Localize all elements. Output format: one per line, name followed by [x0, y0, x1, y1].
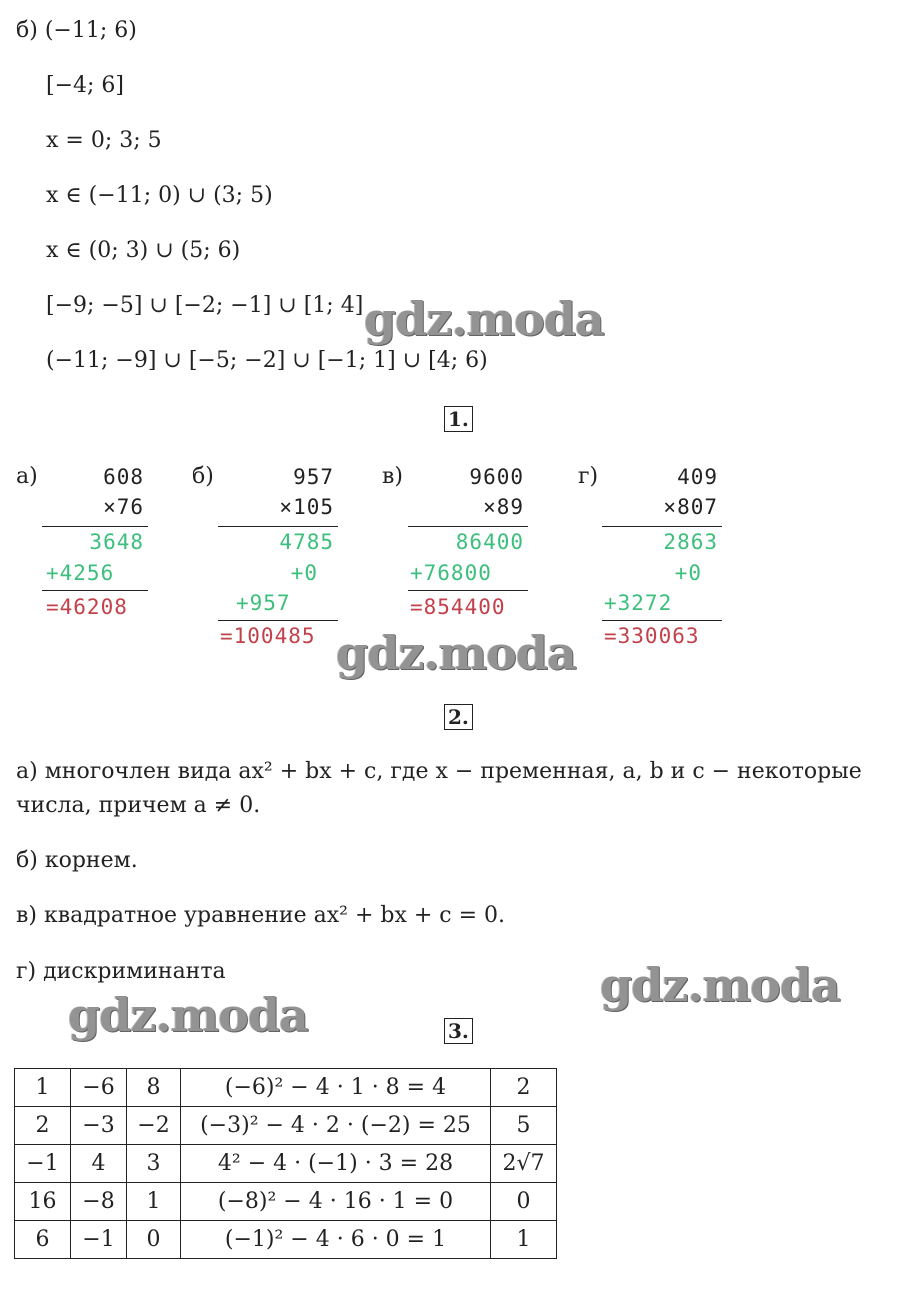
table-cell-root: 0 — [491, 1183, 557, 1221]
mult-v-partial-2: +76800 — [410, 561, 492, 585]
table-cell-b: −8 — [71, 1183, 127, 1221]
mult-v-rule-2 — [408, 590, 528, 591]
mult-a-partial-2: +4256 — [46, 561, 115, 585]
mult-v-label: в) — [382, 464, 403, 489]
section-label-3: 3. — [444, 1018, 473, 1044]
mult-g-rule-2 — [602, 620, 722, 621]
mult-b-result: =100485 — [220, 624, 316, 648]
mult-b-label: б) — [192, 464, 214, 489]
table-cell-discriminant: 4² − 4 · (−1) · 3 = 28 — [181, 1145, 491, 1183]
mult-g-result: =330063 — [604, 624, 700, 648]
mult-a-partial-1: 3648 — [89, 530, 144, 554]
section-label-1: 1. — [444, 406, 473, 432]
watermark: gdz.moda — [68, 988, 308, 1042]
table-row — [15, 1069, 557, 1107]
table-cell-c: 1 — [127, 1183, 181, 1221]
table-cell-root: 2√7 — [491, 1145, 557, 1183]
mult-v-rule — [408, 526, 528, 527]
table-cell-a: −1 — [15, 1145, 71, 1183]
mult-a-multiplier: ×76 — [103, 495, 144, 519]
mult-b-rule — [218, 526, 338, 527]
mult-a-rule-2 — [42, 590, 148, 591]
mult-a-label: а) — [16, 464, 38, 489]
mult-b-partial-2: +0 — [290, 561, 318, 585]
table-row — [15, 1183, 557, 1221]
table-row — [15, 1221, 557, 1259]
mult-b-partial-3: +957 — [236, 591, 291, 615]
table-cell-b: −6 — [71, 1069, 127, 1107]
mult-g-partial-1: 2863 — [663, 530, 718, 554]
part-b-line-1: б) (−11; 6) — [16, 18, 137, 43]
mult-g-label: г) — [578, 464, 599, 489]
table-cell-root: 2 — [491, 1069, 557, 1107]
mult-g-partial-3: +3272 — [604, 591, 673, 615]
table-cell-c: 0 — [127, 1221, 181, 1259]
part-b-line-6: [−9; −5] ∪ [−2; −1] ∪ [1; 4] — [46, 293, 364, 318]
table-cell-discriminant: (−1)² − 4 · 6 · 0 = 1 — [181, 1221, 491, 1259]
part-b-line-3: x = 0; 3; 5 — [46, 128, 162, 153]
mult-v-partial-1: 86400 — [455, 530, 524, 554]
table-cell-root: 5 — [491, 1107, 557, 1145]
table-cell-b: 4 — [71, 1145, 127, 1183]
part-b-line-4: x ∈ (−11; 0) ∪ (3; 5) — [46, 183, 273, 208]
table-cell-b: −1 — [71, 1221, 127, 1259]
table-cell-c: 3 — [127, 1145, 181, 1183]
mult-a-multiplicand: 608 — [103, 465, 144, 489]
table-cell-a: 2 — [15, 1107, 71, 1145]
table-cell-a: 1 — [15, 1069, 71, 1107]
section-label-2: 2. — [444, 704, 473, 730]
mult-v-multiplicand: 9600 — [469, 465, 524, 489]
watermark: gdz.moda — [600, 958, 840, 1012]
definition-v: в) квадратное уравнение ax² + bx + c = 0. — [16, 903, 506, 928]
mult-g-multiplier: ×807 — [663, 495, 718, 519]
mult-a-rule — [42, 526, 148, 527]
mult-g-partial-2: +0 — [674, 561, 702, 585]
table-row — [15, 1107, 557, 1145]
watermark: gdz.moda — [336, 626, 576, 680]
table-cell-discriminant: (−6)² − 4 · 1 · 8 = 4 — [181, 1069, 491, 1107]
table-cell-a: 6 — [15, 1221, 71, 1259]
table-row — [15, 1145, 557, 1183]
mult-v-multiplier: ×89 — [483, 495, 524, 519]
mult-v-result: =854400 — [410, 595, 506, 619]
table-cell-c: 8 — [127, 1069, 181, 1107]
part-b-line-7: (−11; −9] ∪ [−5; −2] ∪ [−1; 1] ∪ [4; 6) — [46, 348, 488, 373]
table-cell-a: 16 — [15, 1183, 71, 1221]
table-cell-discriminant: (−8)² − 4 · 16 · 1 = 0 — [181, 1183, 491, 1221]
discriminant-table — [14, 1068, 557, 1259]
table-cell-root: 1 — [491, 1221, 557, 1259]
mult-b-multiplier: ×105 — [279, 495, 334, 519]
mult-a-result: =46208 — [46, 595, 128, 619]
watermark: gdz.moda — [364, 292, 604, 346]
mult-b-multiplicand: 957 — [293, 465, 334, 489]
part-b-line-5: x ∈ (0; 3) ∪ (5; 6) — [46, 238, 241, 263]
mult-b-partial-1: 4785 — [279, 530, 334, 554]
table-cell-discriminant: (−3)² − 4 · 2 · (−2) = 25 — [181, 1107, 491, 1145]
part-b-line-2: [−4; 6] — [46, 73, 124, 98]
definition-a: а) многочлен вида ax² + bx + c, где x − пременная, a, b и c − некоторые числа, причем a ≠ 0. — [16, 759, 862, 818]
definition-b: б) корнем. — [16, 848, 138, 873]
mult-g-rule — [602, 526, 722, 527]
table-cell-c: −2 — [127, 1107, 181, 1145]
table-cell-b: −3 — [71, 1107, 127, 1145]
mult-g-multiplicand: 409 — [677, 465, 718, 489]
definition-g: г) дискриминанта — [16, 959, 226, 984]
mult-b-rule-2 — [218, 620, 338, 621]
